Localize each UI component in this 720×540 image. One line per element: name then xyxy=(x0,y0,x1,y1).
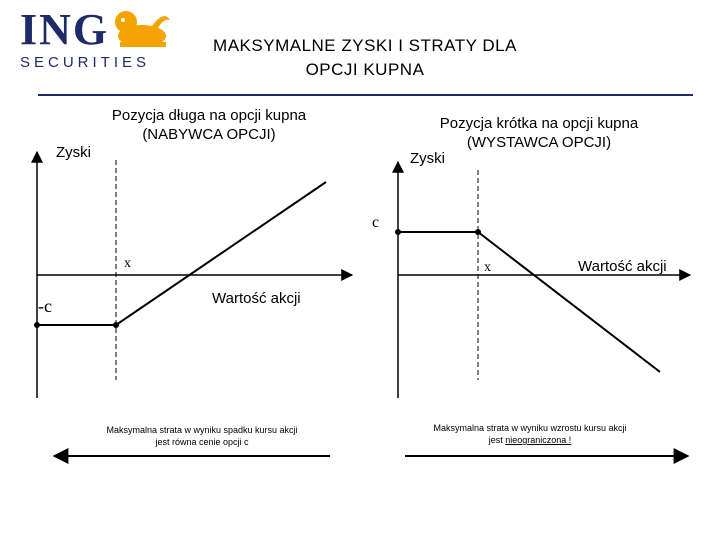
title-line-2: OPCJI KUPNA xyxy=(305,60,425,79)
left-note-line-2: jest równa cenie opcji c xyxy=(155,437,249,447)
right-premium-label: c xyxy=(372,214,380,231)
right-heading-line-2: (WYSTAWCA OPCJI) xyxy=(466,134,612,151)
right-origin-dot xyxy=(395,229,401,235)
right-heading-line-1: Pozycja krótka na opcji kupna xyxy=(439,115,639,132)
left-payoff-chart xyxy=(34,152,352,456)
right-x-axis-label: Wartość akcji xyxy=(578,258,667,275)
right-strike-dot xyxy=(475,229,481,235)
left-payoff-line xyxy=(37,182,326,325)
left-x-axis-label: Wartość akcji xyxy=(212,290,301,307)
title-line-1: MAKSYMALNE ZYSKI I STRATY DLA xyxy=(213,36,517,55)
securities-label: SECURITIES xyxy=(20,54,151,71)
right-payoff-line xyxy=(398,232,660,372)
right-note-prefix: jest xyxy=(488,435,506,445)
right-y-axis-label: Zyski xyxy=(410,150,445,167)
left-origin-dot xyxy=(34,322,40,328)
right-note-emphasis: nieograniczona ! xyxy=(505,435,572,445)
right-strike-mark: x xyxy=(484,260,491,275)
left-strike-dot xyxy=(113,322,119,328)
left-heading-line-1: Pozycja długa na opcji kupna xyxy=(111,107,307,124)
right-note-line-1: Maksymalna strata w wyniku wzrostu kursu akcji xyxy=(433,423,627,433)
left-strike-mark: x xyxy=(124,256,131,271)
left-note-line-1: Maksymalna strata w wyniku spadku kursu akcji xyxy=(106,425,298,435)
right-payoff-chart xyxy=(395,162,690,456)
left-y-axis-label: Zyski xyxy=(56,144,91,161)
ing-logo-text: ING xyxy=(20,5,110,54)
left-neg-premium-label: -c xyxy=(38,296,52,316)
left-heading-line-2: (NABYWCA OPCJI) xyxy=(142,126,276,143)
